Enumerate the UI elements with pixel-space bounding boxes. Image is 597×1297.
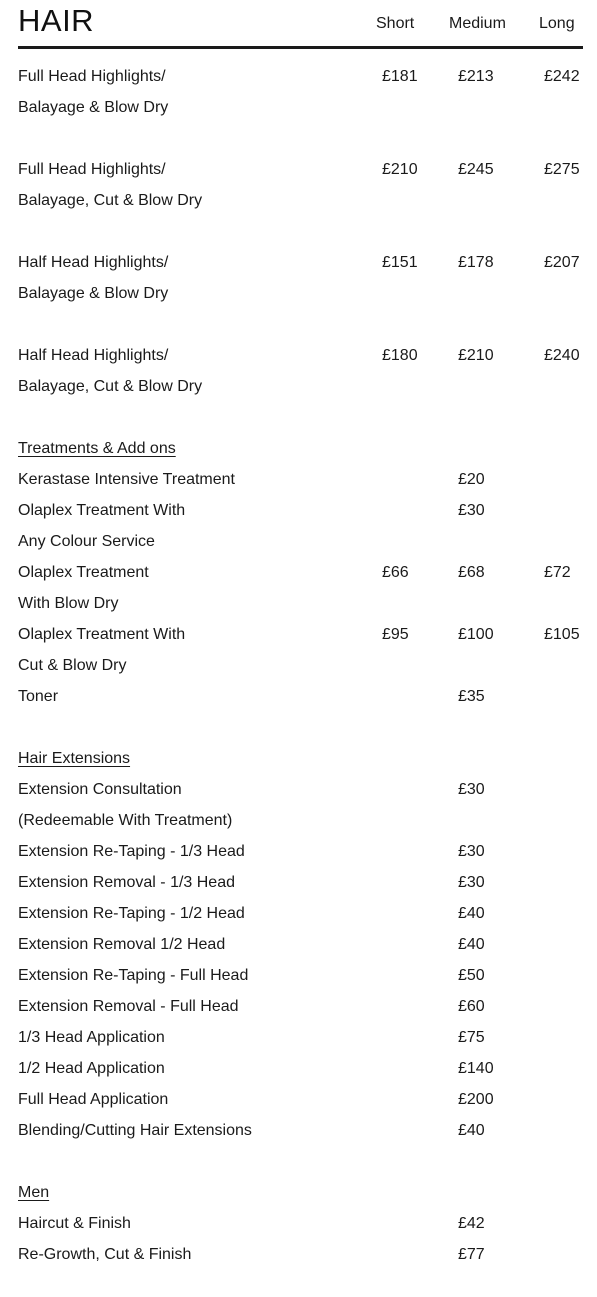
service-name: Kerastase Intensive Treatment — [18, 471, 235, 488]
price-long: £275 — [544, 161, 580, 178]
service-row — [18, 557, 583, 588]
price-medium: £213 — [458, 68, 494, 85]
service-name: Toner — [18, 688, 59, 705]
service-name: Full Head Application — [18, 1091, 169, 1108]
price-short: £66 — [382, 564, 409, 581]
price-list-header — [18, 0, 583, 49]
price-medium: £30 — [458, 874, 485, 891]
price-medium: £140 — [458, 1060, 494, 1077]
service-row — [18, 681, 583, 712]
service-name: Extension Removal 1/2 Head — [18, 936, 226, 953]
service-row — [18, 650, 583, 681]
service-name: Balayage & Blow Dry — [18, 285, 169, 302]
price-medium: £30 — [458, 843, 485, 860]
price-medium: £68 — [458, 564, 485, 581]
price-long: £240 — [544, 347, 580, 364]
service-name: Blending/Cutting Hair Extensions — [18, 1122, 252, 1139]
column-header-medium: Medium — [449, 15, 506, 32]
price-short: £151 — [382, 254, 418, 271]
service-name: Olaplex Treatment With — [18, 626, 186, 643]
service-row — [18, 1053, 583, 1084]
column-header-short: Short — [376, 15, 415, 32]
price-medium: £40 — [458, 936, 485, 953]
row-spacer — [18, 1146, 583, 1177]
section-title: Men — [18, 1184, 50, 1201]
service-row — [18, 464, 583, 495]
price-short: £180 — [382, 347, 418, 364]
section-title: Hair Extensions — [18, 750, 131, 767]
service-name: Olaplex Treatment — [18, 564, 149, 581]
price-medium: £200 — [458, 1091, 494, 1108]
service-row — [18, 154, 583, 185]
service-name: Full Head Highlights/ — [18, 161, 166, 178]
price-medium: £100 — [458, 626, 494, 643]
service-name: Any Colour Service — [18, 533, 155, 550]
service-row — [18, 495, 583, 526]
service-row — [18, 867, 583, 898]
service-name: Full Head Highlights/ — [18, 68, 166, 85]
service-name: Extension Re-Taping - Full Head — [18, 967, 249, 984]
service-name: Balayage, Cut & Blow Dry — [18, 192, 203, 209]
service-name: 1/2 Head Application — [18, 1060, 165, 1077]
service-row — [18, 61, 583, 92]
service-row — [18, 1208, 583, 1239]
service-row — [18, 340, 583, 371]
service-row — [18, 278, 583, 309]
service-row — [18, 805, 583, 836]
price-medium: £30 — [458, 781, 485, 798]
row-spacer — [18, 216, 583, 247]
price-medium: £42 — [458, 1215, 485, 1232]
service-row — [18, 991, 583, 1022]
service-name: Extension Re-Taping - 1/2 Head — [18, 905, 245, 922]
service-name: Extension Removal - 1/3 Head — [18, 874, 235, 891]
price-medium: £77 — [458, 1246, 485, 1263]
service-row — [18, 1084, 583, 1115]
price-medium: £245 — [458, 161, 494, 178]
row-spacer — [18, 309, 583, 340]
price-long: £72 — [544, 564, 571, 581]
price-medium: £50 — [458, 967, 485, 984]
service-name: Half Head Highlights/ — [18, 254, 169, 271]
service-row — [18, 929, 583, 960]
service-row — [18, 588, 583, 619]
row-spacer — [18, 402, 583, 433]
service-row — [18, 1022, 583, 1053]
service-name: Re-Growth, Cut & Finish — [18, 1246, 192, 1263]
price-short: £210 — [382, 161, 418, 178]
row-spacer — [18, 712, 583, 743]
section-heading-row — [18, 433, 583, 464]
price-medium: £30 — [458, 502, 485, 519]
price-short: £181 — [382, 68, 418, 85]
price-long: £105 — [544, 626, 580, 643]
price-medium: £60 — [458, 998, 485, 1015]
price-medium: £40 — [458, 1122, 485, 1139]
service-row — [18, 371, 583, 402]
service-name: Haircut & Finish — [18, 1215, 131, 1232]
service-row — [18, 92, 583, 123]
section-heading-row — [18, 743, 583, 774]
service-row — [18, 185, 583, 216]
service-name: (Redeemable With Treatment) — [18, 812, 233, 829]
row-spacer — [18, 123, 583, 154]
service-row — [18, 1115, 583, 1146]
service-row — [18, 774, 583, 805]
service-name: Cut & Blow Dry — [18, 657, 127, 674]
price-list — [18, 0, 583, 1270]
service-name: Balayage, Cut & Blow Dry — [18, 378, 203, 395]
service-row — [18, 960, 583, 991]
price-long: £207 — [544, 254, 580, 271]
service-row — [18, 836, 583, 867]
price-medium: £20 — [458, 471, 485, 488]
service-row — [18, 619, 583, 650]
service-name: Extension Consultation — [18, 781, 182, 798]
price-long: £242 — [544, 68, 580, 85]
service-name: Olaplex Treatment With — [18, 502, 186, 519]
page-title: HAIR — [18, 3, 95, 38]
service-name: Balayage & Blow Dry — [18, 99, 169, 116]
price-medium: £178 — [458, 254, 494, 271]
price-medium: £35 — [458, 688, 485, 705]
service-name: With Blow Dry — [18, 595, 119, 612]
section-heading-row — [18, 1177, 583, 1208]
service-row — [18, 526, 583, 557]
price-medium: £210 — [458, 347, 494, 364]
service-name: Half Head Highlights/ — [18, 347, 169, 364]
service-row — [18, 1239, 583, 1270]
service-row — [18, 898, 583, 929]
service-row — [18, 247, 583, 278]
services-list — [18, 49, 583, 1270]
service-name: Extension Removal - Full Head — [18, 998, 239, 1015]
column-header-long: Long — [539, 15, 575, 32]
section-title: Treatments & Add ons — [18, 440, 176, 457]
service-name: Extension Re-Taping - 1/3 Head — [18, 843, 245, 860]
service-name: 1/3 Head Application — [18, 1029, 165, 1046]
price-medium: £40 — [458, 905, 485, 922]
price-short: £95 — [382, 626, 409, 643]
price-medium: £75 — [458, 1029, 485, 1046]
